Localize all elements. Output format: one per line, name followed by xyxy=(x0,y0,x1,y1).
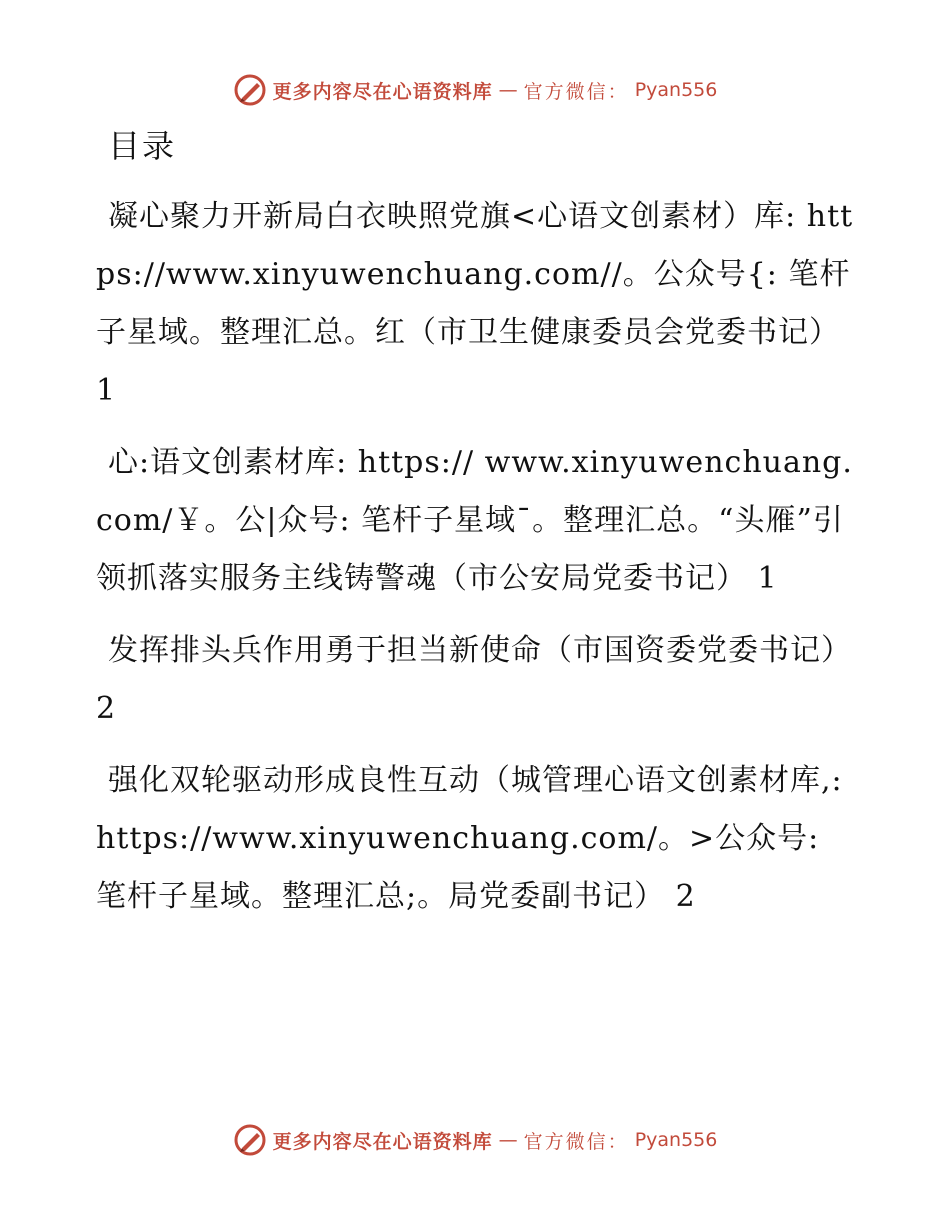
pen-logo-icon xyxy=(233,73,267,107)
banner-wechat-id: Pyan556 xyxy=(634,79,718,101)
banner-sub-text: 官方微信： xyxy=(523,80,629,103)
banner-main-text: 更多内容尽在心语资料库 xyxy=(272,80,493,103)
toc-entry[interactable]: 发挥排头兵作用勇于担当新使命（市国资委党委书记） 2 xyxy=(96,633,852,726)
toc-entry[interactable]: 强化双轮驱动形成良性互动（城管理心语文创素材库,: https://www.xinyuwenchuang.com/。>公众号: 笔杆子星域。整理汇总;。局党委副书记） 2 xyxy=(96,763,843,914)
document-body xyxy=(96,118,856,940)
banner-separator: — xyxy=(498,1129,518,1151)
banner-wechat-id: Pyan556 xyxy=(634,1129,718,1151)
toc-entry[interactable]: 凝心聚力开新局白衣映照党旗<心语文创素材）库: https://www.xinyuwenchuang.com//。公众号{: 笔杆子星域。整理汇总。红（市卫生健康委员会党委书记） 1 xyxy=(96,199,854,408)
header-banner xyxy=(0,70,950,110)
footer-banner xyxy=(0,1120,950,1160)
banner-separator: — xyxy=(498,79,518,101)
banner-main-text: 更多内容尽在心语资料库 xyxy=(272,1130,493,1153)
toc-entry[interactable]: 心:语文创素材库: https:// www.xinyuwenchuang.com/￥。公|众号: 笔杆子星域¯。整理汇总。“头雁”引领抓落实服务主线铸警魂（市公安局党委书记） 1 xyxy=(96,445,853,596)
banner-sub-text: 官方微信： xyxy=(523,1130,629,1153)
pen-logo-icon xyxy=(233,1123,267,1157)
toc-title: 目录 xyxy=(108,127,177,165)
